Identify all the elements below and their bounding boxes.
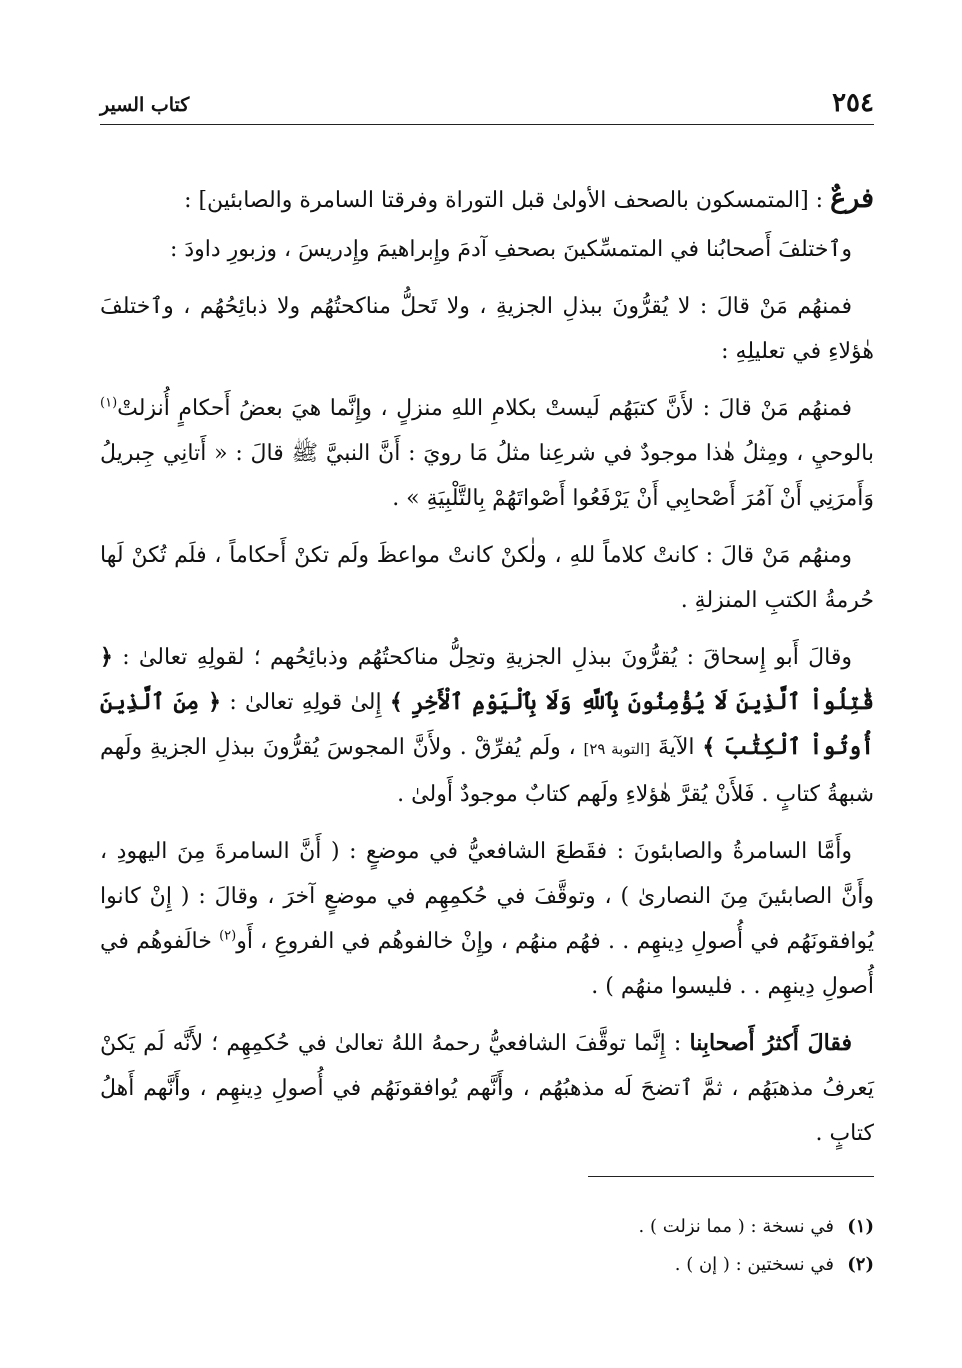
- footnote-item: [100, 1246, 874, 1284]
- paragraph-text: خالَفوهُم في أُصولِ دِينهِم . . فليسوا منهُم ) .: [100, 929, 874, 999]
- paragraph-text: الآيةَ: [650, 735, 703, 760]
- main-text: [100, 176, 874, 1168]
- paragraph-bold-text: فقالَ أَكثرُ أَصحابِنا: [689, 1030, 852, 1056]
- paragraph-text: وأَمَّا السامرةُ والصابئونَ : فقَطعَ الشافعيُّ في موضعٍ : ( أَنَّ السامرةَ مِنَ اليهودِ ، وأَنَّ الصابئينَ مِنَ النصارىٰ ) ، وتوقَّفَ في حُكمِهِم في موضعٍ آخرَ ، وقالَ : ( إِنْ كانوا يُوافقونَهُم في أُصولِ دِينهِم . . فهُم منهُم ، وإِنْ خالفوهُم في الفروعِ ، أَو: [100, 839, 874, 954]
- paragraph: [100, 386, 874, 521]
- section-heading: [100, 176, 874, 223]
- footnote-ref: (١): [100, 395, 118, 411]
- footnote-text: في نسختين : ( إن ) .: [674, 1254, 834, 1275]
- paragraph-text: إِلىٰ قولِهِ تعالىٰ :: [221, 690, 390, 715]
- paragraph: [100, 533, 874, 623]
- quran-verse: ﴿ مِنَ ٱلَّذِينَ أُوتُواْ ٱلْكِتَٰبَ ﴾: [100, 689, 874, 760]
- paragraph-text: وٱختلفَ أَصحابُنا في المتمسِّكينَ بصحفِ آدمَ وإِبراهيمَ وإِدريسَ ، وزبورِ داودَ :: [169, 237, 852, 262]
- paragraph-text: فمنهُم مَنْ قالَ : لا يُقرُّونَ ببذلِ الجزيةِ ، ولا تَحلُّ مناكحتُهُم ولا ذبائِحُهُم ، وٱختلفَ هٰؤلاءِ في تعليلِهِ :: [100, 294, 874, 364]
- section-heading-text: : [المتمسكون بالصحف الأولىٰ قبل التوراة وفرقتا السامرة والصابئين] :: [184, 188, 831, 213]
- paragraph-text: وقالَ أَبو إِسحاقَ : يُقرُّونَ ببذلِ الجزيةِ وتحِلُّ مناكحتُهُم وذبائِحُهم ؛ لقولِهِ تعالىٰ :: [112, 645, 852, 670]
- footnote-ref: (٢): [219, 928, 237, 944]
- paragraph-text: ومنهُم مَنْ قالَ : كانتْ كلاماً للهِ ، ولٰكنْ كانتْ مواعظَ ولَم تكنْ أَحكاماً ، فلَم تُكنْ لَها حُرمةُ الكتبِ المنزلةِ .: [100, 543, 874, 613]
- running-title: كتاب السير: [100, 94, 190, 116]
- section-heading-word: فرعٌ: [830, 183, 874, 214]
- footnote-divider: [588, 1176, 874, 1177]
- footnote-number: (١): [847, 1216, 874, 1237]
- paragraph: [100, 635, 874, 817]
- paragraph: [100, 1021, 874, 1156]
- footnote-item: [100, 1208, 874, 1246]
- paragraph: [100, 829, 874, 1009]
- paragraph-text: : إِنَّما توقَّفَ الشافعيُّ رحمهُ اللهُ تعالىٰ في حُكمِهِم ؛ لأَنَّه لَم يَكنْ يَعرفُ مذهبَهُم ، ثمَّ ٱتضحَ لَه مذهبُهُم ، وأَنَّهم يُوافقونَهُم في أُصولِ دِينهِم ، وأَنَّهم أَهلُ كتابٍ .: [100, 1031, 874, 1146]
- verse-reference: [التوبة ٢٩]: [583, 740, 651, 758]
- paragraph: [100, 227, 874, 272]
- page-header: [100, 84, 874, 125]
- paragraph-text: بالوحيِ ، ومِثلُ هٰذا موجودٌ في شرعِنا مثلُ مَا رويَ : أَنَّ النبيَّ ﷺ قالَ : « أَتانِي جِبريلُ وَأَمرَنِي أَنْ آمُرَ أَصْحابِي أَنْ يَرْفَعُوا أَصْواتَهُمْ بِالتَّلْبِيَةِ » .: [100, 441, 874, 511]
- footnote-number: (٢): [847, 1254, 874, 1275]
- paragraph: [100, 284, 874, 374]
- footnotes: [100, 1208, 874, 1284]
- page-number: ٢٥٤: [832, 88, 874, 118]
- paragraph-text: فمنهُم مَنْ قالَ : لأَنَّ كتبَهُم لَيستْ بكلامِ اللهِ منزلٍ ، وإِنَّما هيَ بعضُ أَحكامٍ أُنزلتْ: [117, 396, 852, 421]
- paragraph-text: ، ولَم يُفرِّقْ . ولأَنَّ المجوسَ يُقرُّونَ ببذلِ الجزيةِ ولَهم شبهةُ كتابٍ . فَلأَنْ يُقرَّ هٰؤلاءِ ولَهم كتابٌ موجودٌ أَولىٰ .: [100, 735, 874, 807]
- footnote-text: في نسخة : ( مما نزلت ) .: [638, 1216, 834, 1237]
- quran-verse: ﴿ قَٰتِلُواْ ٱلَّذِينَ لَا يُؤْمِنُونَ بِٱللَّهِ وَلَا بِٱلْيَوْمِ ٱلْأَخِرِ ﴾: [100, 644, 874, 715]
